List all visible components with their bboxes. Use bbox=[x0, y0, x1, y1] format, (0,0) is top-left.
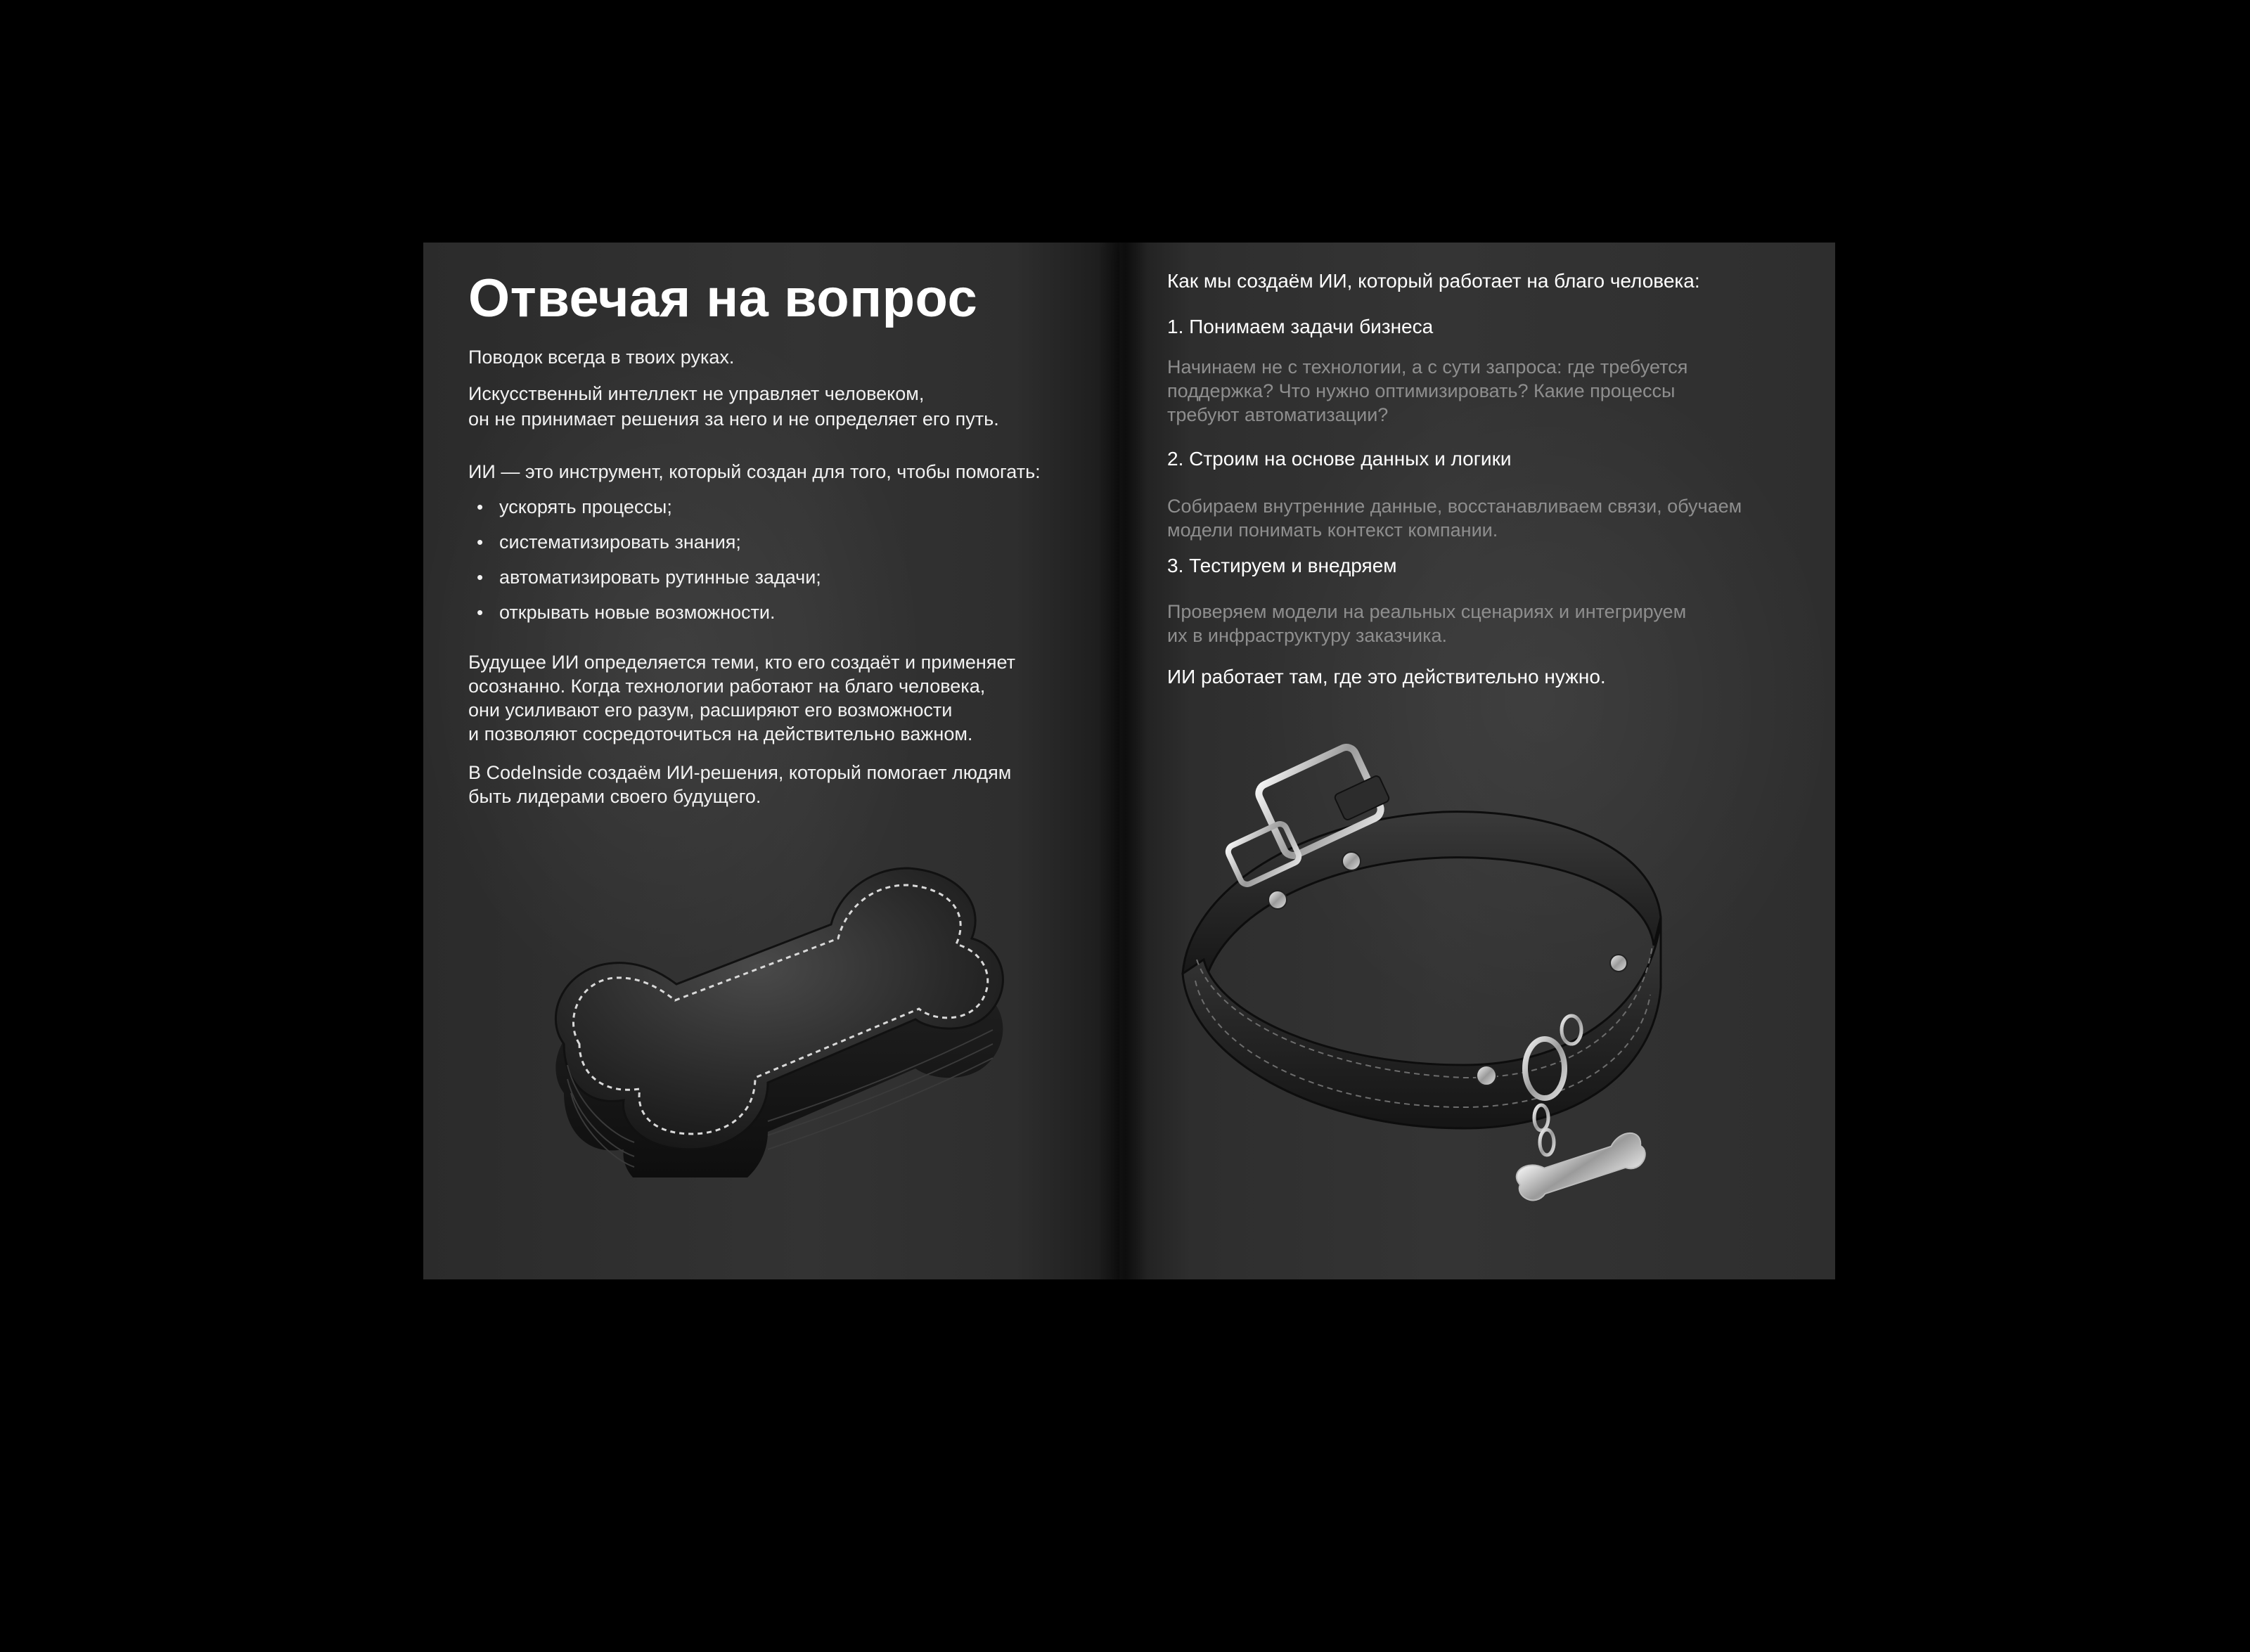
step-line: Проверяем модели на реальных сценариях и интегрируем bbox=[1167, 601, 1687, 622]
list-item: • ускорять процессы; bbox=[468, 494, 821, 529]
closing-text: ИИ работает там, где это действительно нужно. bbox=[1167, 666, 1606, 688]
step-2-text bbox=[1167, 494, 1742, 542]
leather-bone-toy-icon bbox=[536, 840, 1042, 1177]
page-title: Отвечая на вопрос bbox=[468, 269, 978, 328]
paragraph-future bbox=[468, 650, 1015, 746]
step-line: поддержка? Что нужно оптимизировать? Какие процессы bbox=[1167, 380, 1676, 401]
step-line: требуют автоматизации? bbox=[1167, 404, 1389, 425]
benefits-list bbox=[468, 494, 821, 635]
paragraph-line: и позволяют сосредоточиться на действительно важном. bbox=[468, 723, 973, 744]
paragraph-line: Будущее ИИ определяется теми, кто его создаёт и применяет bbox=[468, 652, 1015, 673]
step-line: модели понимать контекст компании. bbox=[1167, 520, 1498, 541]
dog-collar-with-bone-tag-icon bbox=[1162, 735, 1696, 1227]
paragraph-line: он не принимает решения за него и не определяет его путь. bbox=[468, 408, 999, 430]
list-item: • автоматизировать рутинные задачи; bbox=[468, 564, 821, 600]
step-2-heading: 2. Строим на основе данных и логики bbox=[1167, 448, 1512, 470]
paragraph-line: быть лидерами своего будущего. bbox=[468, 786, 761, 807]
intro-text: Поводок всегда в твоих руках. bbox=[468, 347, 735, 368]
list-item: • открывать новые возможности. bbox=[468, 600, 821, 635]
paragraph-line: В CodeInside создаём ИИ-решения, который помогает людям bbox=[468, 762, 1012, 783]
paragraph-line: осознанно. Когда технологии работают на благо человека, bbox=[468, 676, 986, 697]
paragraph-line: они усиливают его разум, расширяют его возможности bbox=[468, 699, 953, 721]
step-line: Собираем внутренние данные, восстанавливаем связи, обучаем bbox=[1167, 496, 1742, 517]
step-3-heading: 3. Тестируем и внедряем bbox=[1167, 555, 1397, 576]
left-page bbox=[423, 243, 1119, 1279]
paragraph-ai-tool: ИИ — это инструмент, который создан для того, чтобы помогать: bbox=[468, 461, 1041, 482]
paragraph-line: Искусственный интеллект не управляет человеком, bbox=[468, 383, 925, 404]
paragraph-ai-control bbox=[468, 381, 999, 432]
step-1-heading: 1. Понимаем задачи бизнеса bbox=[1167, 316, 1434, 337]
step-1-text bbox=[1167, 355, 1688, 427]
right-page bbox=[1119, 243, 1835, 1279]
step-line: Начинаем не с технологии, а с сути запроса: где требуется bbox=[1167, 356, 1688, 377]
paragraph-codeinside bbox=[468, 761, 1011, 808]
right-lead-text: Как мы создаём ИИ, который работает на благо человека: bbox=[1167, 270, 1700, 292]
step-line: их в инфраструктуру заказчика. bbox=[1167, 625, 1448, 646]
step-3-text bbox=[1167, 600, 1686, 647]
booklet-spread bbox=[423, 243, 1835, 1279]
list-item: • систематизировать знания; bbox=[468, 529, 821, 564]
